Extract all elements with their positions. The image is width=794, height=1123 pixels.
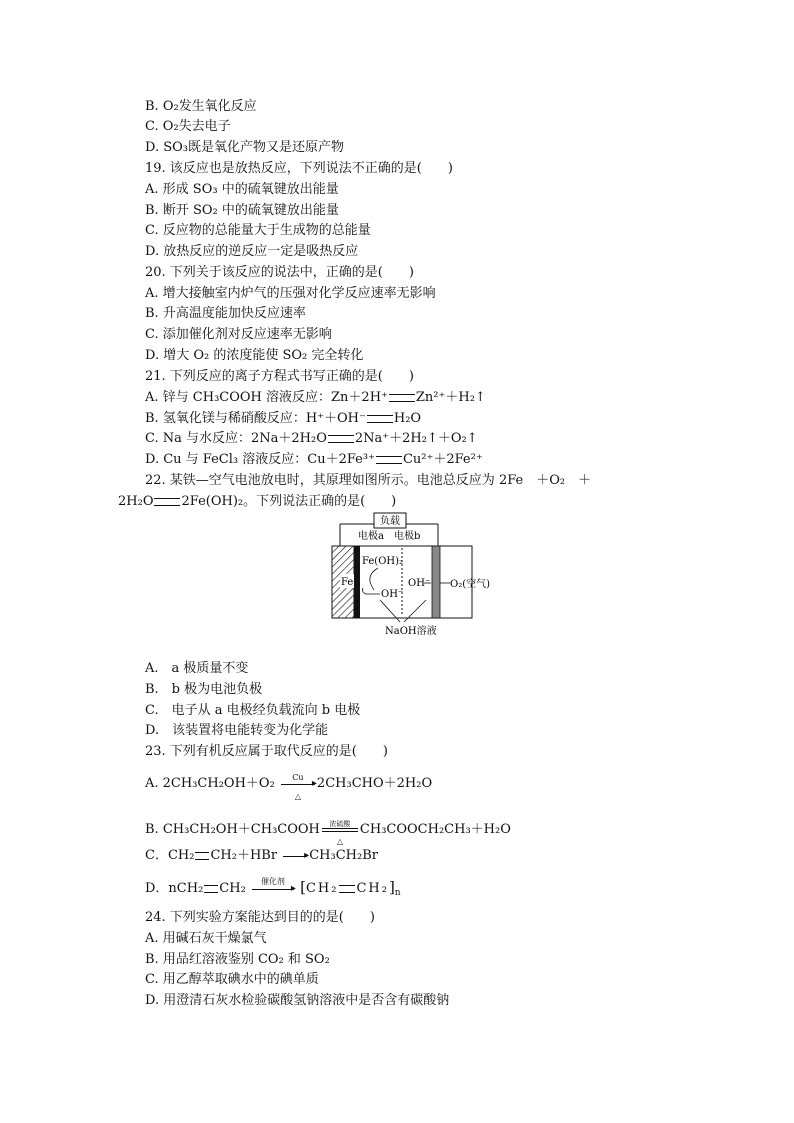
q23-d-reactant-a: D．nCH₂ bbox=[145, 881, 204, 896]
q21-d-reactants: D. Cu 与 FeCl₃ 溶液反应：Cu＋2Fe³⁺ bbox=[145, 452, 375, 467]
q23-option-a bbox=[145, 772, 433, 801]
q23-d-poly-a: CH₂ bbox=[305, 881, 339, 896]
polymer-bracket-close: ] bbox=[388, 878, 395, 896]
q19-option-d: D. 放热反应的逆反应一定是吸热反应 bbox=[145, 244, 359, 259]
q21-option-c bbox=[145, 430, 478, 448]
q19-option-b: B. 断开 SO₂ 中的硫氧键放出能量 bbox=[145, 203, 339, 218]
q23-a-reactants: A. 2CH₃CH₂OH＋O₂ bbox=[145, 776, 275, 791]
o2-label: O₂(空气) bbox=[450, 579, 491, 590]
equals-sign bbox=[154, 498, 180, 506]
q22-stem-line2 bbox=[118, 493, 396, 511]
reaction-equilibrium bbox=[320, 819, 360, 846]
q23-option-b bbox=[145, 819, 511, 846]
equals-sign bbox=[389, 394, 415, 402]
feoh2-label: Fe(OH)₂ bbox=[362, 556, 404, 567]
reaction-arrow: 催化剂 ▸ bbox=[250, 883, 296, 895]
q23-b-products: CH₃COOCH₂CH₃＋H₂O bbox=[359, 822, 511, 837]
q23-a-products: 2CH₃CHO＋2H₂O bbox=[316, 776, 433, 791]
equals-sign bbox=[328, 435, 354, 443]
reaction-arrow: ▸ bbox=[281, 850, 309, 862]
q24-stem: 24. 下列实验方案能达到目的的是( ) bbox=[145, 910, 375, 925]
q23-c-reactant-b: CH₂＋HBr bbox=[210, 848, 278, 863]
q21-b-reactants: B. 氢氧化镁与稀硝酸反应：H⁺＋OH⁻ bbox=[145, 411, 366, 426]
q23-d-poly-b: CH₂ bbox=[356, 881, 389, 896]
q22-option-c: C. 电子从 a 电极经负载流向 b 电极 bbox=[145, 703, 361, 718]
q24-option-c: C. 用乙醇萃取碘水中的碘单质 bbox=[145, 972, 319, 987]
heat-symbol: △ bbox=[294, 791, 301, 801]
q22-stem-line1: 22. 某铁—空气电池放电时，其原理如图所示。电池总反应为 2Fe ＋O₂ ＋ bbox=[145, 473, 592, 488]
q20-option-a: A. 增大接触室内炉气的压强对化学反应速率无影响 bbox=[145, 286, 436, 301]
q21-a-products: Zn²⁺＋H₂↑ bbox=[415, 390, 486, 405]
electrode-b bbox=[432, 546, 440, 618]
q21-c-products: 2Na⁺＋2H₂↑＋O₂↑ bbox=[354, 431, 478, 446]
q22-option-a: A. a 极质量不变 bbox=[145, 661, 249, 676]
q23-d-reactant-b: CH₂ bbox=[219, 881, 246, 896]
oh-right-label: OH⁻ bbox=[408, 578, 431, 589]
q19-option-c: C. 反应物的总能量大于生成物的总能量 bbox=[145, 223, 371, 238]
q20-option-b: B. 升高温度能加快反应速率 bbox=[145, 306, 306, 321]
heat-symbol: △ bbox=[336, 836, 343, 846]
q18-option-c: C. O₂失去电子 bbox=[145, 119, 231, 134]
q23-c-reactant-a: C．CH₂ bbox=[145, 848, 195, 863]
reaction-arrow: Cu ▸ △ bbox=[279, 778, 317, 790]
q24-option-a: A. 用碱石灰干燥氯气 bbox=[145, 931, 267, 946]
q22-stem-reactant: 2H₂O bbox=[118, 494, 154, 509]
load-label: 负载 bbox=[380, 516, 400, 527]
q22-option-b: B. b 极为电池负极 bbox=[145, 682, 263, 697]
electrode-b-label: 电极b bbox=[394, 531, 421, 542]
q21-option-b bbox=[145, 410, 421, 428]
q18-option-d: D. SO₃既是氧化产物又是还原产物 bbox=[145, 140, 344, 155]
q22-option-d: D. 该装置将电能转变为化学能 bbox=[145, 723, 329, 738]
q21-option-d bbox=[145, 451, 483, 469]
q19-stem: 19. 该反应也是放热反应，下列说法不正确的是( ) bbox=[145, 161, 453, 176]
electrode-a bbox=[354, 546, 360, 618]
q21-stem: 21. 下列反应的离子方程式书写正确的是( ) bbox=[145, 369, 414, 384]
battery-diagram bbox=[318, 510, 498, 640]
polymer-degree: n bbox=[394, 888, 401, 898]
catalyst-label: 浓硫酸 bbox=[329, 819, 351, 828]
q18-option-b: B. O₂发生氧化反应 bbox=[145, 99, 257, 114]
q21-c-reactants: C. Na 与水反应：2Na＋2H₂O bbox=[145, 431, 327, 446]
q23-stem: 23. 下列有机反应属于取代反应的是( ) bbox=[145, 744, 388, 759]
q21-b-products: H₂O bbox=[393, 411, 422, 426]
catalyst-label: Cu bbox=[292, 772, 304, 782]
q23-b-reactants: B. CH₃CH₂OH＋CH₃COOH bbox=[145, 822, 320, 837]
q20-option-c: C. 添加催化剂对反应速率无影响 bbox=[145, 327, 332, 342]
equals-sign bbox=[376, 456, 402, 464]
q22-stem-rest: 2Fe(OH)₂。下列说法正确的是( ) bbox=[181, 494, 397, 509]
q23-option-d bbox=[145, 878, 401, 898]
naoh-label: NaOH溶液 bbox=[385, 626, 437, 637]
q21-d-products: Cu²⁺＋2Fe²⁺ bbox=[402, 452, 483, 467]
q24-option-b: B. 用品红溶液鉴别 CO₂ 和 SO₂ bbox=[145, 952, 330, 967]
q21-option-a bbox=[145, 389, 486, 407]
double-bond bbox=[339, 885, 355, 893]
q23-c-products: CH₃CH₂Br bbox=[309, 848, 378, 863]
equals-sign bbox=[367, 415, 393, 423]
polymer-bracket-open: [ bbox=[300, 878, 306, 896]
q21-a-reactants: A. 锌与 CH₃COOH 溶液反应：Zn＋2H⁺ bbox=[145, 390, 388, 405]
q20-option-d: D. 增大 O₂ 的浓度能使 SO₂ 完全转化 bbox=[145, 348, 364, 363]
double-bond bbox=[204, 885, 218, 893]
electrode-a-label: 电极a bbox=[358, 531, 384, 542]
q24-option-d: D. 用澄清石灰水检验碳酸氢钠溶液中是否含有碳酸钠 bbox=[145, 993, 450, 1008]
q23-option-c bbox=[145, 847, 378, 865]
catalyst-label: 催化剂 bbox=[260, 876, 285, 886]
double-bond bbox=[195, 852, 209, 860]
fe-label: Fe bbox=[341, 577, 354, 588]
q20-stem: 20. 下列关于该反应的说法中，正确的是( ) bbox=[145, 265, 414, 280]
q19-option-a: A. 形成 SO₃ 中的硫氧键放出能量 bbox=[145, 182, 339, 197]
oh-left-label: OH⁻ bbox=[381, 589, 404, 600]
